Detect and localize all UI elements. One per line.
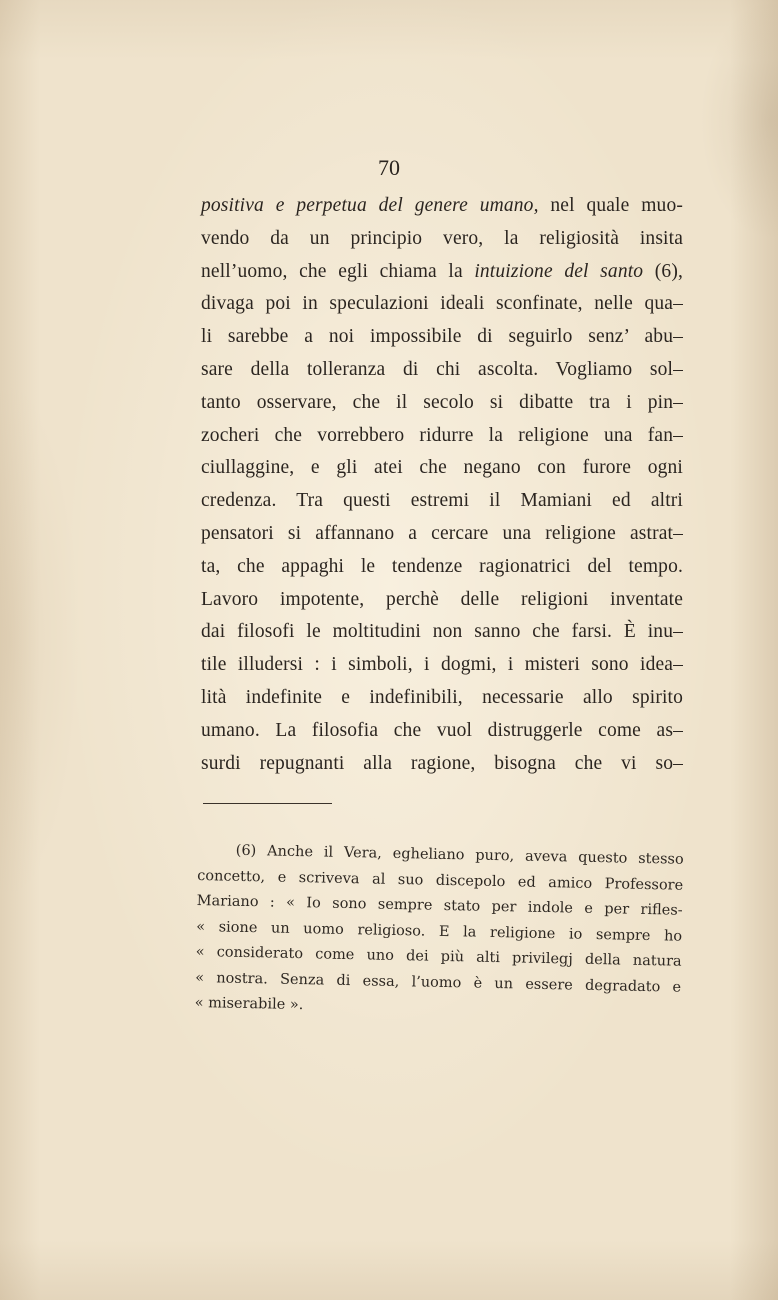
text-line xyxy=(201,452,683,485)
text-line xyxy=(201,256,683,289)
text-line xyxy=(201,223,683,256)
text-span: ciullaggine, e gli atei che negano con furore ogni xyxy=(201,457,683,479)
footnote-line: « sione un uomo religioso. E la religione io sempre ho xyxy=(196,918,683,945)
text-line xyxy=(201,584,683,617)
text-span: sare della tolleranza di chi ascolta. Vogliamo sol– xyxy=(201,358,683,380)
text-span: lità indefinite e indefinibili, necessarie allo spirito xyxy=(201,686,683,708)
text-span: pensatori si affannano a cercare una religione astrat– xyxy=(201,522,683,544)
text-line xyxy=(201,748,683,781)
text-line xyxy=(201,485,683,518)
text-span: nell’uomo, che egli chiama la xyxy=(201,260,475,282)
text-span: tanto osservare, che il secolo si dibatte tra i pin– xyxy=(201,391,683,413)
text-line xyxy=(201,288,683,321)
text-line xyxy=(201,518,683,551)
text-span: nel quale muo- xyxy=(538,195,683,216)
footnote-line: (6) Anche il Vera, egheliano puro, aveva questo stesso xyxy=(235,842,684,868)
footnote-line: « considerato come uno dei più alti privilegj della natura xyxy=(195,943,682,970)
text-span: ta, che appaghi le tendenze ragionatrici del tempo. xyxy=(201,555,683,577)
footnote-separator xyxy=(203,803,332,804)
text-span: (6), xyxy=(643,260,683,282)
text-span: zocheri che vorrebbero ridurre la religione una fan– xyxy=(201,424,683,446)
text-line xyxy=(201,551,683,584)
text-line xyxy=(201,190,683,223)
footnote xyxy=(194,838,683,1026)
text-span: surdi repugnanti alla ragione, bisogna che vi so– xyxy=(201,752,683,774)
text-line xyxy=(201,354,683,387)
text-line xyxy=(201,321,683,354)
paper-stain xyxy=(700,0,778,240)
footnote-line: « nostra. Senza di essa, l’uomo è un essere degradato e xyxy=(195,969,682,996)
text-line xyxy=(201,616,683,649)
footnote-line: Mariano : « Io sono sempre stato per indole e per rifles- xyxy=(196,892,683,919)
text-span: credenza. Tra questi estremi il Mamiani ed altri xyxy=(201,490,683,512)
text-line xyxy=(201,387,683,420)
text-span: li sarebbe a noi impossibile di seguirlo senz’ abu– xyxy=(201,326,683,348)
text-line xyxy=(201,682,683,715)
italic-phrase: positiva e perpetua del genere umano, xyxy=(201,195,539,216)
text-line xyxy=(201,649,683,682)
body-text xyxy=(201,190,683,780)
text-line xyxy=(201,420,683,453)
text-span: dai filosofi le moltitudini non sanno che farsi. È inu– xyxy=(201,621,683,643)
text-span: tile illudersi : i simboli, i dogmi, i misteri sono idea– xyxy=(201,654,683,676)
text-span: umano. La filosofia che vuol distruggerle come as– xyxy=(201,719,683,741)
text-span: divaga poi in speculazioni ideali sconfinate, nelle qua– xyxy=(201,293,683,315)
text-span: vendo da un principio vero, la religiosità insita xyxy=(201,227,683,249)
page-number: 70 xyxy=(378,155,400,180)
footnote-line: concetto, e scriveva al suo discepolo ed amico Professore xyxy=(197,867,684,894)
text-line xyxy=(201,715,683,748)
paper-stain xyxy=(0,380,80,900)
text-span: Lavoro impotente, perchè delle religioni inventate xyxy=(201,588,683,610)
italic-phrase: intuizione del santo xyxy=(474,260,644,282)
footnote-line: « miserabile ». xyxy=(194,994,304,1014)
